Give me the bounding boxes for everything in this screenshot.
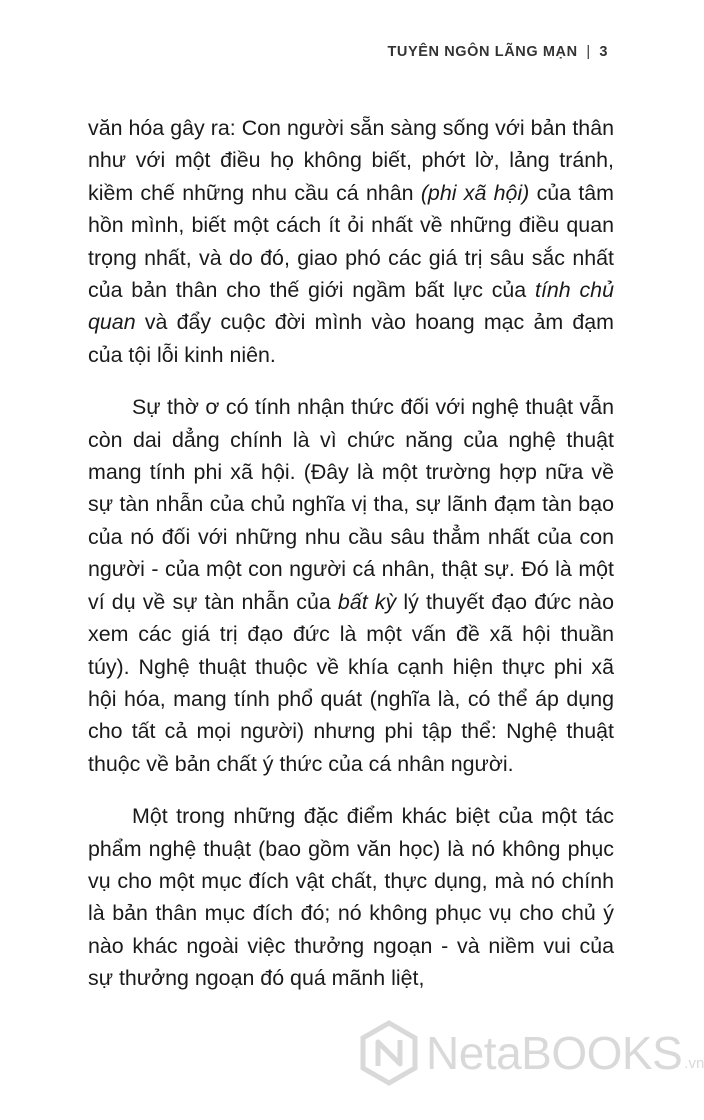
text-run: và đẩy cuộc đời mình vào hoang mạc ảm đạm của tội lỗi kinh niên. <box>88 310 614 367</box>
paragraph-1 <box>88 112 614 371</box>
italic-text: (phi xã hội) <box>420 180 530 205</box>
watermark-suffix: .vn <box>684 1055 704 1072</box>
text-run: lý thuyết đạo đức nào xem các giá trị đạo đức là một vấn đề xã hội thuần túy). Nghệ thuật thuộc về khía cạnh hiện thực phi xã hội hóa, mang tính phổ quát (nghĩa là, có thể áp dụng cho tất cả mọi người) nhưng phi tập thể: Nghệ thuật thuộc về bản chất ý thức của cá nhân người. <box>88 589 614 776</box>
netabooks-logo-icon <box>356 1020 422 1086</box>
text-run: văn hóa gây ra: Con người sẵn sàng sống với bản thân như với một điều họ không biết, phớt lờ, lảng tránh, kiềm chế những nhu cầu cá nhân <box>88 116 614 205</box>
paragraph-3 <box>88 800 614 994</box>
text-run: của tâm hồn mình, biết một cách ít ỏi nhất về những điều quan trọng nhất, và do đó, giao phó các giá trị sâu sắc nhất của bản thân cho thế giới ngầm bất lực của <box>88 180 614 303</box>
watermark <box>356 1020 704 1086</box>
watermark-brand: NetaBOOKS <box>426 1027 683 1079</box>
page-body <box>88 112 614 995</box>
text-run: Một trong những đặc điểm khác biệt của một tác phẩm nghệ thuật (bao gồm văn học) là nó không phục vụ cho một mục đích vật chất, thực dụng, mà nó chính là bản thân mục đích đó; nó không phục vụ cho chủ ý nào khác ngoài việc thưởng ngoạn - và niềm vui của sự thưởng ngoạn đó quá mãnh liệt, <box>88 804 614 991</box>
header-separator: | <box>586 44 591 60</box>
page-number: 3 <box>599 44 608 60</box>
running-header <box>387 44 608 60</box>
book-title: TUYÊN NGÔN LÃNG MẠN <box>387 44 578 60</box>
paragraph-2 <box>88 391 614 780</box>
italic-text: bất kỳ <box>337 589 397 614</box>
italic-text: tính chủ quan <box>88 278 614 335</box>
text-run: Sự thờ ơ có tính nhận thức đối với nghệ thuật vẫn còn dai dẳng chính là vì chức năng của nghệ thuật mang tính phi xã hội. (Đây là một trường hợp nữa về sự tàn nhẫn của chủ nghĩa vị tha, sự lãnh đạm tàn bạo của nó đối với những nhu cầu sâu thẳm nhất của con người - của một con người cá nhân, thật sự. Đó là một ví dụ về sự tàn nhẫn của <box>88 395 614 614</box>
